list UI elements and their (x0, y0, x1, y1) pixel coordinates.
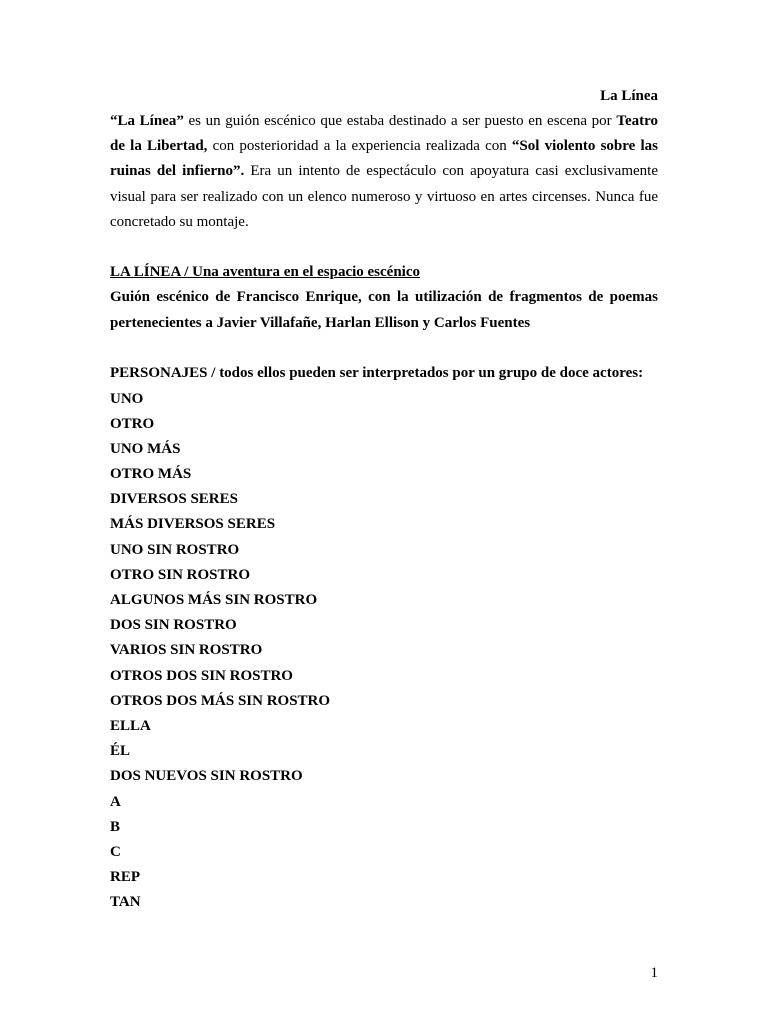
cast-member: DIVERSOS SERES (110, 491, 238, 508)
cast-member: ÉL (110, 743, 131, 760)
cast-member: DOS SIN ROSTRO (110, 617, 237, 634)
cast-member: C (110, 843, 121, 860)
cast-list (110, 387, 658, 916)
intro-previous-work: “Sol violento sobre las ruinas del infierno”. (110, 138, 658, 180)
page-number: 1 (650, 965, 658, 981)
cast-member: A (110, 793, 121, 810)
intro-paragraph (110, 109, 658, 235)
intro-text-2: con posterioridad a la experiencia realizada con (207, 138, 512, 155)
intro-company-name: Teatro de la Libertad, (110, 113, 658, 155)
cast-member: OTRO MÁS (110, 466, 192, 483)
intro-text-3: Era un intento de espectáculo con apoyatura casi exclusivamente visual para ser realizado con un elenco numeroso y virtuoso en artes circenses. Nunca fue concretado su montaje. (110, 163, 658, 230)
cast-member: OTROS DOS MÁS SIN ROSTRO (110, 692, 331, 709)
section-subtitle: Guión escénico de Francisco Enrique, con la utilización de fragmentos de poemas pertenecientes a Javier Villafañe, Harlan Ellison y Carlos Fuentes (110, 289, 658, 331)
cast-member: UNO SIN ROSTRO (110, 541, 240, 558)
cast-member: B (110, 818, 121, 835)
cast-member: UNO MÁS (110, 440, 181, 457)
cast-member: REP (110, 869, 140, 886)
running-header: La Línea (600, 88, 658, 104)
cast-member: ELLA (110, 717, 151, 734)
cast-member: ALGUNOS MÁS SIN ROSTRO (110, 592, 318, 609)
spacer (110, 235, 658, 260)
cast-member: OTRO SIN ROSTRO (110, 566, 251, 583)
cast-member: DOS NUEVOS SIN ROSTRO (110, 768, 303, 785)
cast-member: VARIOS SIN ROSTRO (110, 642, 263, 659)
cast-member: UNO (110, 390, 144, 407)
cast-member: OTRO (110, 415, 155, 432)
intro-text-1: es un guión escénico que estaba destinado a ser puesto en escena por (183, 113, 617, 129)
cast-heading: PERSONAJES / todos ellos pueden ser interpretados por un grupo de doce actores: (110, 365, 644, 382)
cast-member: MÁS DIVERSOS SERES (110, 516, 276, 533)
spacer (110, 336, 658, 361)
cast-member: OTROS DOS SIN ROSTRO (110, 667, 293, 684)
section-title: LA LÍNEA / Una aventura en el espacio escénico (110, 264, 420, 281)
cast-member: TAN (110, 894, 141, 911)
document-page (110, 84, 658, 915)
intro-title-quote: “La Línea” (110, 113, 184, 129)
